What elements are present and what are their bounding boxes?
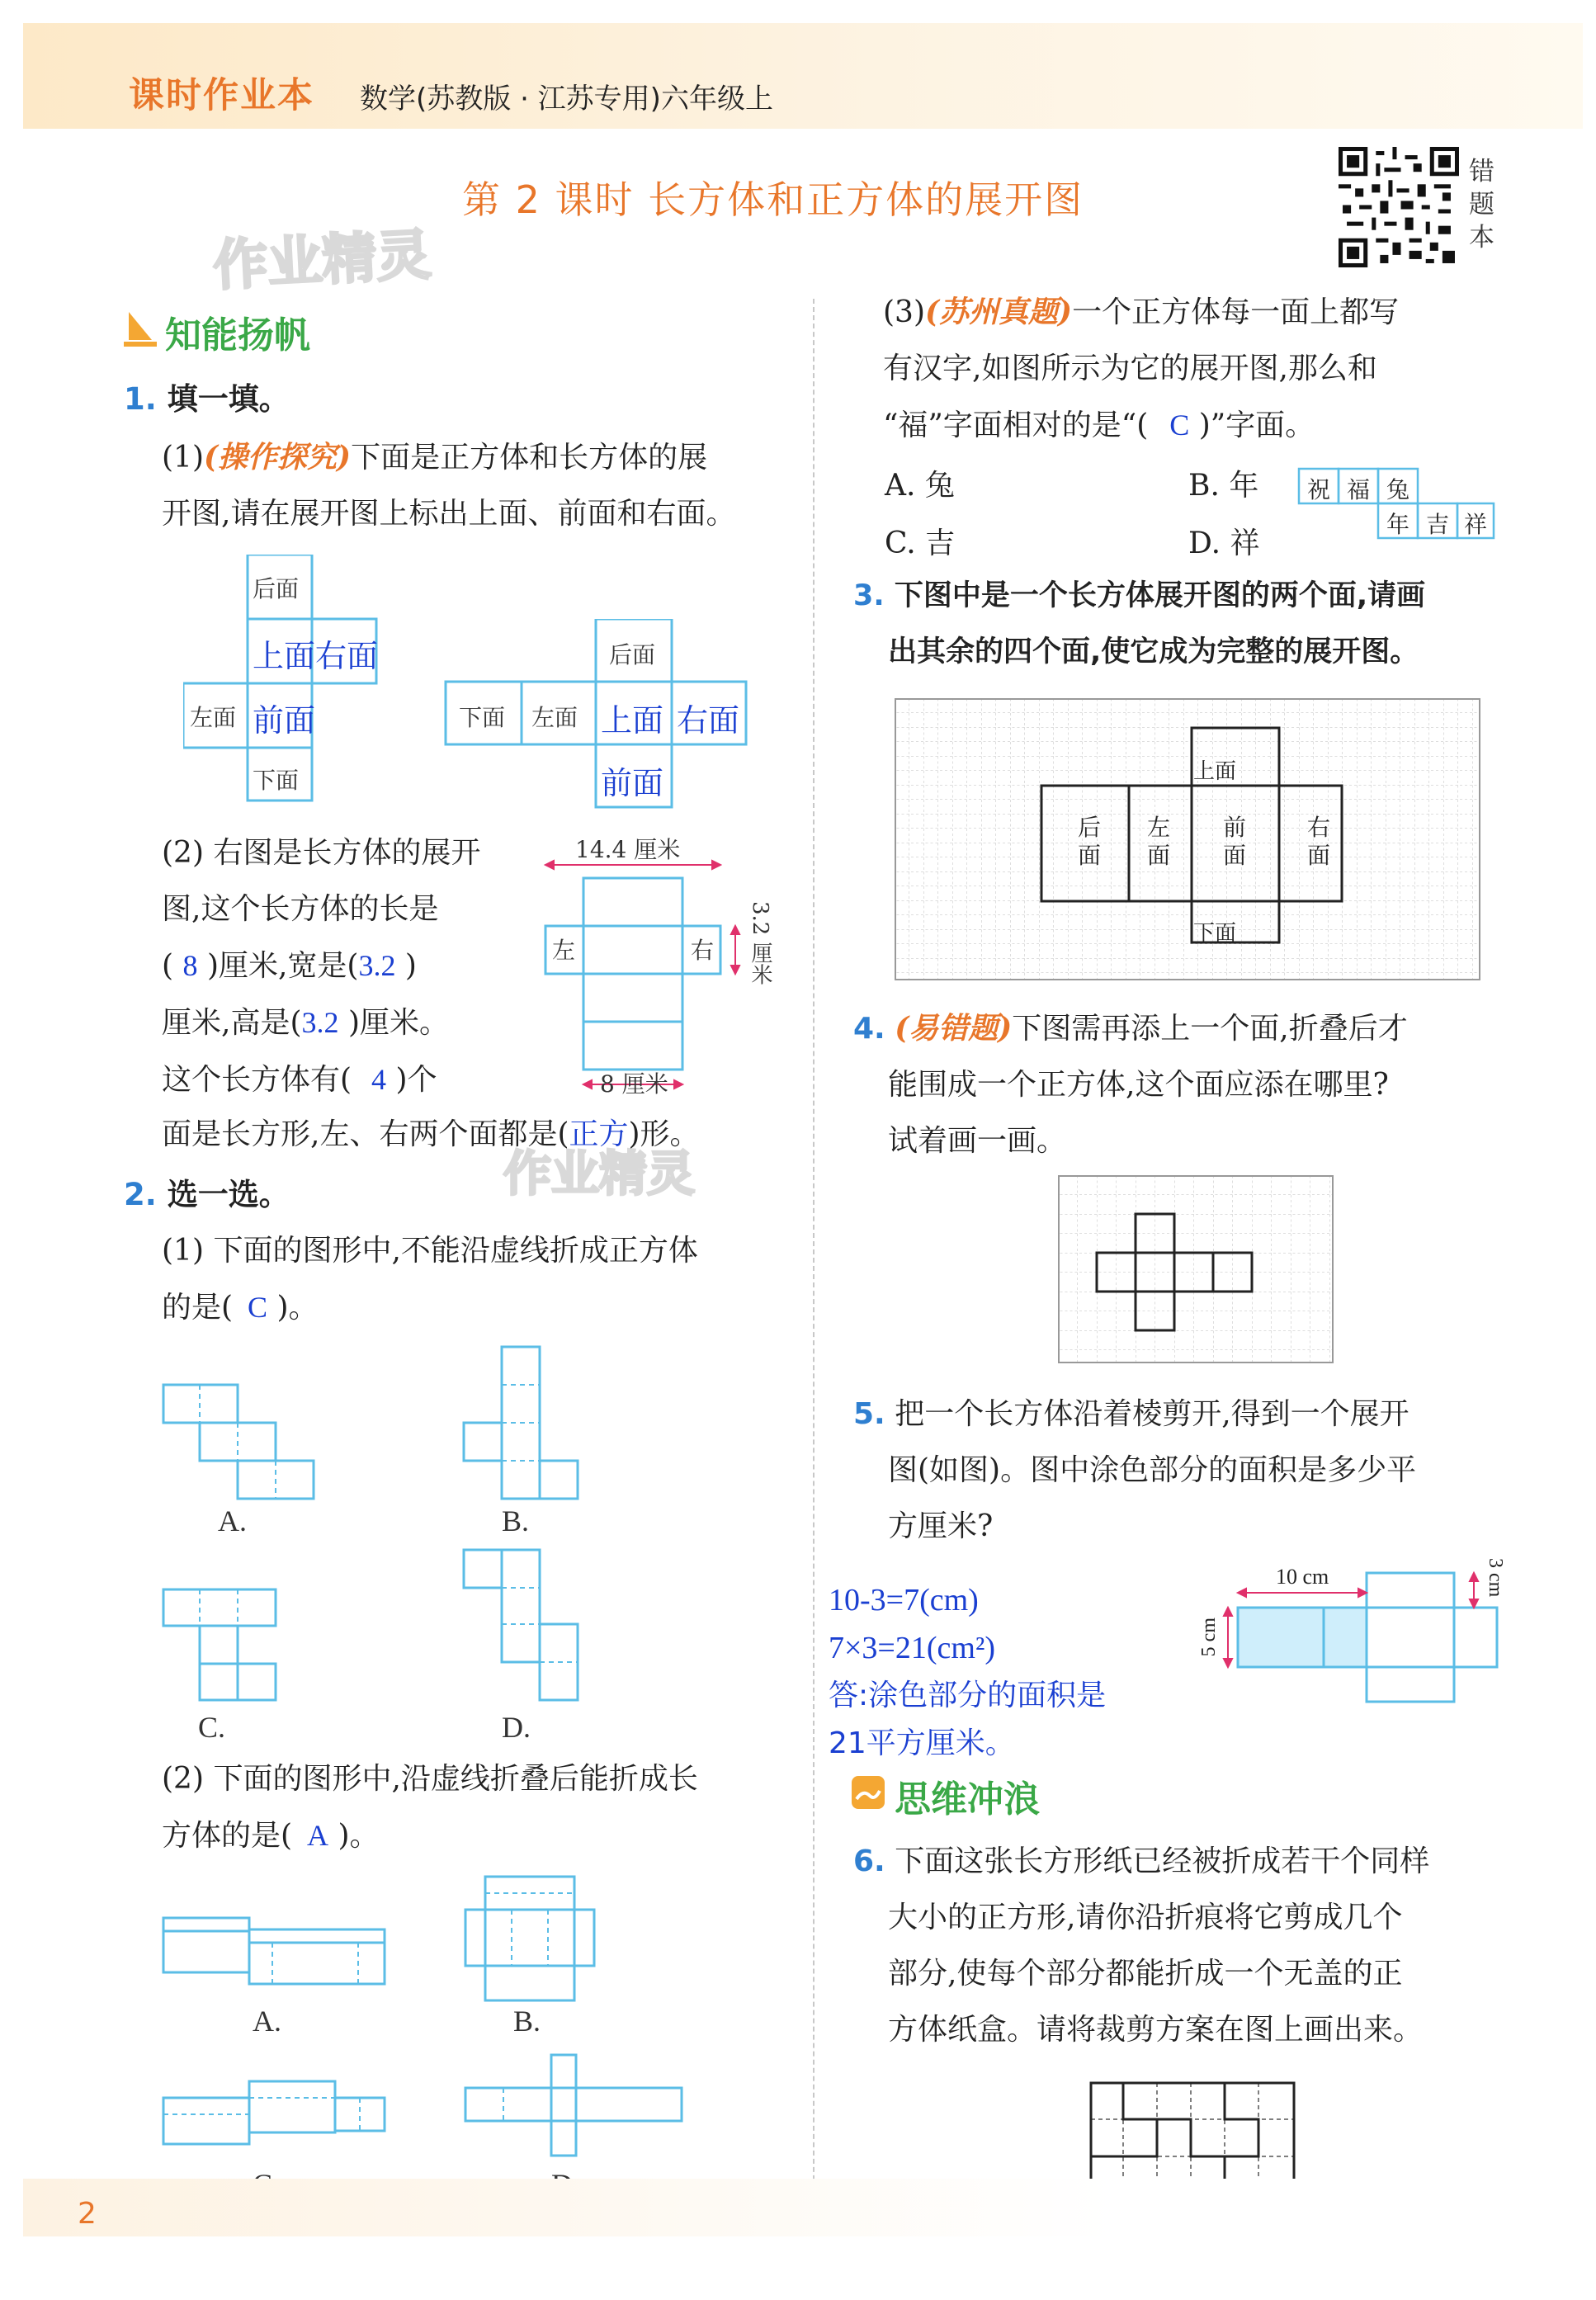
answer-shape: 正方 [569,1117,629,1150]
cuboid-net-diagram [541,832,788,1104]
q3-text: 3. 下图中是一个长方体展开图的两个面,请画 出其余的四个面,使它成为完整的展开图。 [853,579,1426,668]
q5-answer-line2: 7×3=21(cm²) [829,1631,995,1665]
q1-p1-text: 下面是正方体和长方体的展 [351,441,708,475]
net2-top: 上面 [601,702,664,739]
q3-grid[interactable] [895,698,1482,980]
book-subtitle: 数学(苏教版 · 江苏专用)六年级上 [360,83,773,116]
option-a-text: A. 兔 [885,469,955,503]
q1-part2: (2) 右图是长方体的展开 图,这个长方体的长是 ( 8 )厘米,宽是(3.2 ) 厘米,高是(3.2 )厘米。 这个长方体有( 4 )个 [162,825,541,1108]
q1-number: 1. [124,381,157,417]
q5-dim-10: 10 cm [1276,1565,1329,1589]
char-tu: 兔 [1386,476,1410,503]
box-right-label: 右 [691,937,715,964]
cube-net-option-d [462,1548,586,1713]
q3-face-right: 右 面 [1307,814,1331,869]
q1-part1 [162,429,789,542]
watermark: 作业精灵 [211,223,433,298]
q6-text: 6. 下面这张长方形纸已经被折成若干个同样 大小的正方形,请你沿折痕将它剪成几个 部分,使每个部分都能折成一个无盖的正 方体纸盒。请将裁剪方案在图上画出来。 [853,1844,1430,2047]
answer-faces: 4 [371,1063,387,1096]
sail-icon [124,310,157,348]
q2-part2: (2) 下面的图形中,沿虚线折叠后能折成长 方体的是( A )。 [162,1762,698,1853]
footer-band [23,2179,1583,2236]
answer-length: 8 [182,949,198,982]
q1-p1-text-b: 开图,请在展开图上标出上面、前面和右面。 [162,497,736,531]
q5-answer-line4: 21平方厘米。 [829,1726,1015,1760]
option-d-label: D. [502,1711,531,1744]
watermark: 作业精灵 [503,1145,696,1202]
net2-bottom: 下面 [459,704,506,731]
cuboid-net-option-b [462,1873,602,2005]
q4-number: 4. [853,1012,885,1046]
q2-part1: (1) 下面的图形中,不能沿虚线折成正方体 的是( C )。 [162,1234,698,1325]
q1-p1-tag: (操作探究) [204,440,352,475]
net2-front: 前面 [601,765,664,801]
char-zhu: 祝 [1307,476,1331,503]
net1-front: 前面 [253,702,316,739]
q3-face-top: 上面 [1193,759,1237,784]
option-c-label: C. [198,1711,226,1744]
q5-answer-line1: 10-3=7(cm) [829,1583,979,1618]
q3-face-bottom: 下面 [1193,921,1237,946]
answer-q1-3: C [1169,409,1190,442]
cube-net-option-b [462,1345,586,1510]
page-number: 2 [78,2197,97,2231]
q5-dim-5: 5 cm [1198,1618,1220,1657]
q5-diagram [1197,1558,1518,1715]
char-fu: 福 [1347,476,1371,503]
column-divider [813,299,815,2213]
q3-number: 3. [853,579,885,612]
qr-label: 错题本 [1469,157,1494,253]
q5-answer [829,1576,1175,1768]
cube-net-1 [183,555,381,802]
q1-p1-num: (1) [162,441,204,475]
answer-q2-1: C [248,1291,268,1324]
cuboid-net-option-d [462,2052,685,2159]
q2-number: 2. [124,1177,157,1212]
net1-back: 后面 [253,575,300,602]
answer-height: 3.2 [301,1006,339,1039]
char-net [1297,467,1495,550]
q5-number: 5. [853,1397,885,1431]
q1-3-tag: (苏州真题) [925,295,1073,329]
char-ji: 吉 [1426,511,1450,538]
section-title-1: 知能扬帆 [165,314,310,357]
q1-p2-line2: 图,这个长方体的长是 [162,892,439,926]
option-b-text: B. 年 [1188,469,1259,503]
cube-net-option-c [162,1588,286,1712]
q3-face-back: 后 面 [1078,814,1102,869]
q1-part3: (3)(苏州真题)一个正方体每一面上都写 有汉字,如图所示为它的展开图,那么和 “福”字面相对的是“( C )”字面。 [883,295,1400,442]
option-c-text: C. 吉 [885,527,956,560]
lesson-title: 第 2 课时 长方体和正方体的展开图 [462,177,1084,222]
option-b-label: B. [502,1504,530,1537]
qr-code-icon[interactable] [1339,147,1459,267]
net1-left: 左面 [190,704,237,731]
q4-tag: (易错题) [895,1011,1013,1046]
option-a-label: A. [218,1504,247,1537]
q3-face-left: 左 面 [1147,814,1171,869]
q2-title: 选一选。 [167,1177,290,1212]
dim-3-2: 3.2 厘米 [748,901,772,985]
net1-right: 右面 [315,638,379,674]
book-brand: 课时作业本 [129,75,314,116]
net2-left: 左面 [531,704,578,731]
option-a2-label: A. [253,2005,281,2038]
char-nian: 年 [1386,511,1410,538]
char-xiang: 祥 [1464,511,1488,538]
option-d-text: D. 祥 [1188,527,1260,560]
answer-width: 3.2 [358,949,396,982]
q4-grid[interactable] [1058,1175,1335,1365]
answer-q2-2: A [307,1819,329,1852]
net2-back: 后面 [609,641,656,668]
section-title-2: 思维冲浪 [895,1778,1040,1821]
q1-part2-last: 面是长方形,左、右两个面都是(正方)形。 [162,1117,700,1151]
net1-top: 上面 [253,638,316,674]
cuboid-net-1 [444,619,749,809]
net1-bottom: 下面 [253,767,300,794]
q1-p2-line1: (2) 右图是长方体的展开 [162,836,481,870]
dim-8: 8 厘米 [600,1070,668,1098]
q3-face-front: 前 面 [1223,814,1247,869]
wave-icon [850,1774,886,1811]
q5-dim-3: 3 cm [1485,1558,1506,1598]
q1-title: 填一填。 [167,381,290,417]
q5-text: 5. 把一个长方体沿着棱剪开,得到一个展开 图(如图)。图中涂色部分的面积是多少平 方厘米? [853,1397,1417,1543]
cuboid-net-option-a [162,1915,393,2005]
cuboid-net-option-c [162,2078,393,2169]
box-left-label: 左 [552,937,576,964]
option-b2-label: B. [513,2005,541,2038]
dim-14-4: 14.4 厘米 [575,836,681,863]
net2-right: 右面 [677,702,740,739]
q4-text: 4. (易错题)下图需再添上一个面,折叠后才 能围成一个正方体,这个面应添在哪里? 试着画一画。 [853,1011,1408,1158]
cube-net-option-a [162,1383,327,1507]
q6-number: 6. [853,1844,885,1878]
q5-answer-line3: 答:涂色部分的面积是 [829,1679,1107,1712]
